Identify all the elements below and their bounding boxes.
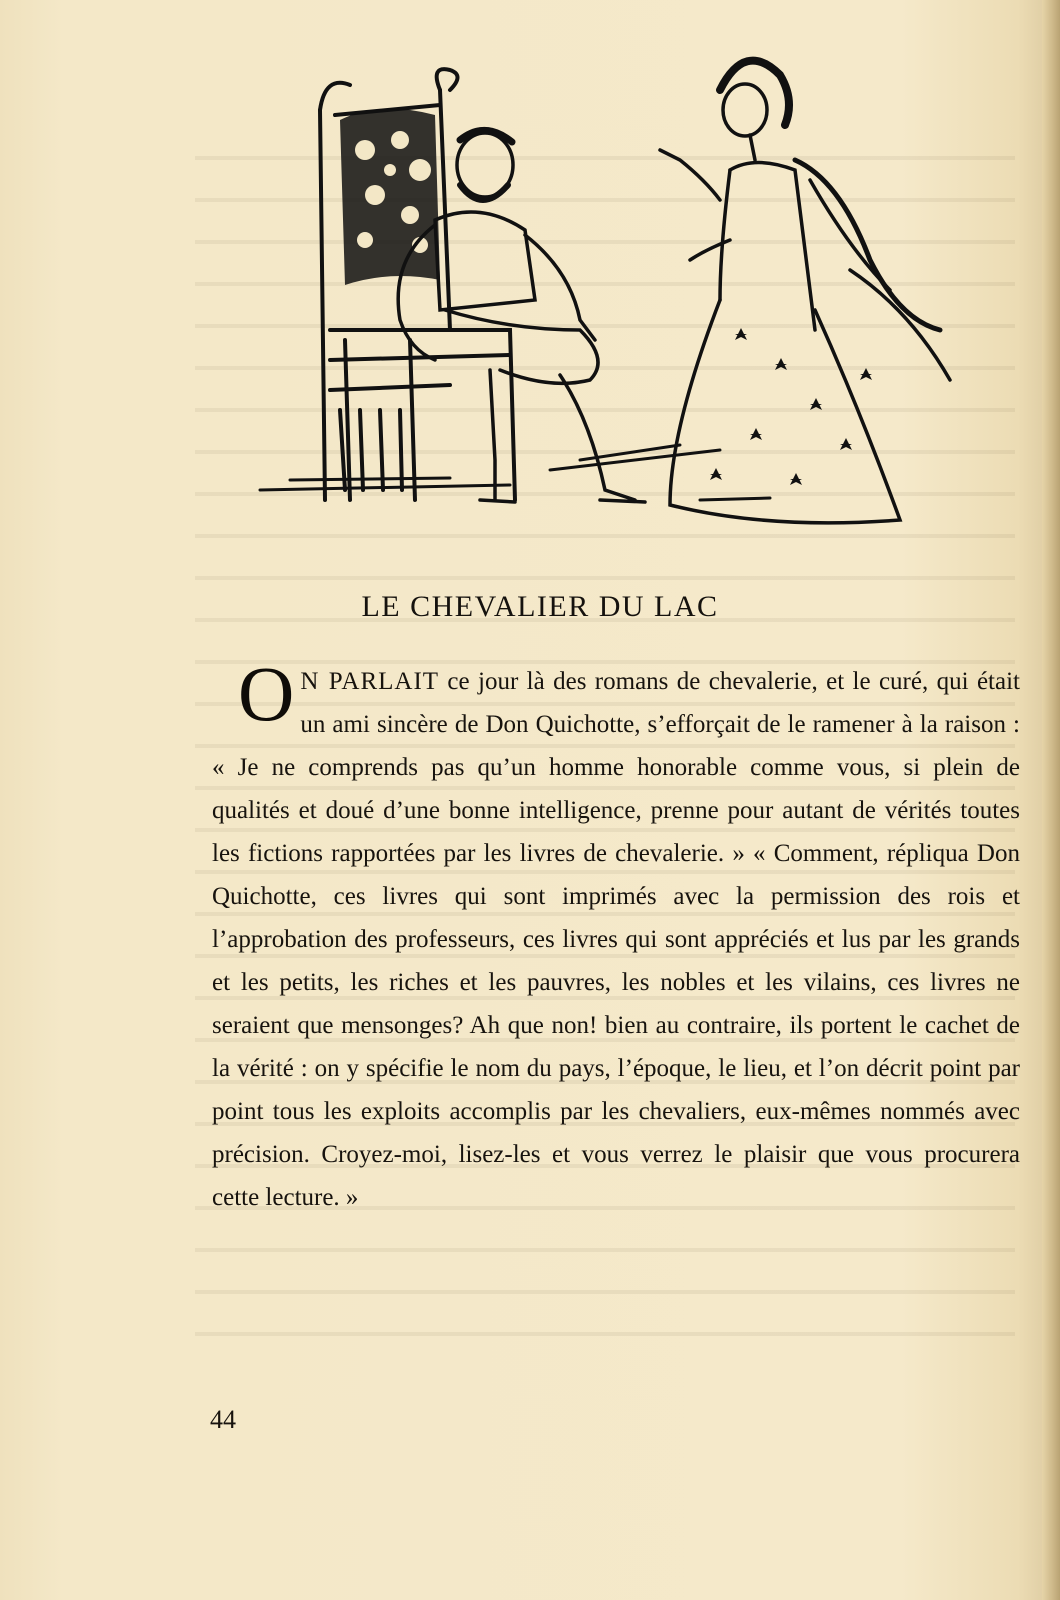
chapter-title: LE CHEVALIER DU LAC bbox=[361, 590, 719, 623]
page-edge bbox=[1042, 0, 1060, 1600]
drop-cap: O bbox=[238, 650, 295, 737]
ink-illustration-seated-man-and-lady-icon bbox=[250, 30, 990, 560]
body-paragraph: ce jour là des romans de chevalerie, et le curé, qui était un ami sincère de Don Quichotte, s’efforçait de le ramener à la raison : « Je ne comprends pas qu’un homme honorable comme vous, si plein de qualités et doué d’une bonne intelligence, prenne pour autant de vérités toutes les fictions rapportées par les livres de chevalerie. » « Comment, répliqua Don Quichotte, ces livres qui sont imprimés avec la permission des rois et l’approbation des professeurs, ces livres qui sont appréciés et lus par les grands et les petits, les riches et les pauvres, les nobles et les vilains, ces livres ne seraient que mensonges? Ah que non! bien au contraire, ils portent le cachet de la vérité : on y spécifie le nom du pays, l’époque, le lieu, et l’on décrit point par point tous les exploits accomplis par les chevaliers, eux-mêmes nommés avec précision. Croyez-moi, lisez-les et vous verrez le plaisir que vous procurera cette lecture. » bbox=[212, 668, 1020, 1211]
chapter-body bbox=[212, 650, 1020, 1219]
lead-smallcaps: N PARLAIT bbox=[300, 668, 440, 695]
page-number: 44 bbox=[210, 1405, 236, 1434]
